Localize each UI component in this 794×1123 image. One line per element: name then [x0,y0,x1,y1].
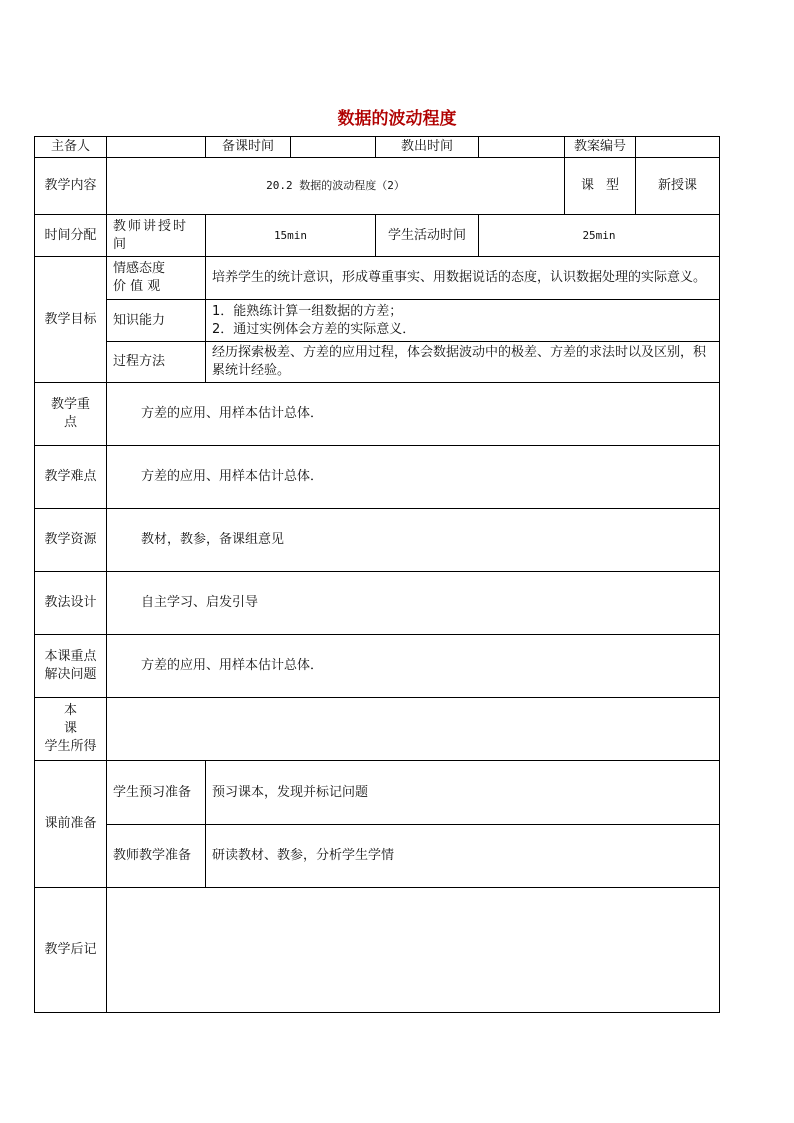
reflection-value [107,888,720,1013]
goal-knowledge-row [35,300,720,342]
content-value: 20.2 数据的波动程度（2） [107,158,565,215]
knowledge-value [206,300,720,342]
student-time-label: 学生活动时间 [376,215,479,257]
knowledge-line-1: 1．能熟练计算一组数据的方差； [212,303,403,319]
prep-label: 课前准备 [35,761,107,888]
emotion-label [107,257,206,300]
knowledge-line-2: 2．通过实例体会方差的实际意义． [212,321,416,337]
resources-row [35,509,720,572]
process-value: 经历探索极差、方差的应用过程，体会数据波动中的极差、方差的求法时以及区别，积累统计经验。 [206,342,720,383]
solve-label [35,635,107,698]
prep-time-value [291,137,376,158]
emotion-label-2: 价 值 观 [113,279,161,294]
content-label: 教学内容 [35,158,107,215]
reflection-row [35,888,720,1013]
gains-value [107,698,720,761]
difficulties-label: 教学难点 [35,446,107,509]
prep-student-label: 学生预习准备 [107,761,206,825]
gains-label [35,698,107,761]
time-label: 时间分配 [35,215,107,257]
lesson-type-label-1: 课 [581,178,595,193]
header-row [35,137,720,158]
knowledge-label: 知识能力 [107,300,206,342]
process-label: 过程方法 [107,342,206,383]
lesson-plan-table [34,136,720,1013]
content-row [35,158,720,215]
prep-teacher-row [35,825,720,888]
teach-time-value [479,137,565,158]
plan-number-value [636,137,720,158]
goal-emotion-row [35,257,720,300]
page-title: 数据的波动程度 [337,109,457,129]
solve-row [35,635,720,698]
preparer-value [107,137,206,158]
key-points-label [35,383,107,446]
emotion-value: 培养学生的统计意识，形成尊重事实、用数据说话的态度，认识数据处理的实际意义。 [206,257,720,300]
method-row [35,572,720,635]
student-time-value: 25min [479,215,720,257]
key-points-row [35,383,720,446]
key-points-label-2: 点 [63,415,77,430]
gains-label-1: 本 [63,703,77,718]
prep-student-row [35,761,720,825]
resources-value: 教材，教参，备课组意见 [107,509,720,572]
preparer-label: 主备人 [35,137,107,158]
gains-label-2: 课 [63,721,77,736]
resources-label: 教学资源 [35,509,107,572]
key-points-label-1: 教学重 [50,397,90,412]
prep-time-label: 备课时间 [206,137,291,158]
difficulties-value: 方差的应用、用样本估计总体． [107,446,720,509]
gains-label-3: 学生所得 [44,739,97,754]
key-points-value: 方差的应用、用样本估计总体． [107,383,720,446]
method-value: 自主学习、启发引导 [107,572,720,635]
lesson-type-value: 新授课 [636,158,720,215]
solve-label-2: 解决问题 [44,667,97,682]
time-row [35,215,720,257]
prep-teacher-label: 教师教学准备 [107,825,206,888]
solve-label-1: 本课重点 [44,649,97,664]
teacher-time-value: 15min [206,215,376,257]
method-label: 教法设计 [35,572,107,635]
teach-time-label: 教出时间 [376,137,479,158]
goal-process-row [35,342,720,383]
difficulties-row [35,446,720,509]
emotion-label-1: 情感态度 [113,261,166,276]
goals-label: 教学目标 [35,257,107,383]
prep-teacher-value: 研读教材、教参，分析学生学情 [206,825,720,888]
lesson-type-label [565,158,636,215]
plan-number-label: 教案编号 [565,137,636,158]
reflection-label: 教学后记 [35,888,107,1013]
prep-student-value: 预习课本，发现并标记问题 [206,761,720,825]
teacher-time-label: 教师讲授时间 [107,215,206,257]
gains-row [35,698,720,761]
lesson-type-label-2: 型 [605,178,619,193]
solve-value: 方差的应用、用样本估计总体． [107,635,720,698]
